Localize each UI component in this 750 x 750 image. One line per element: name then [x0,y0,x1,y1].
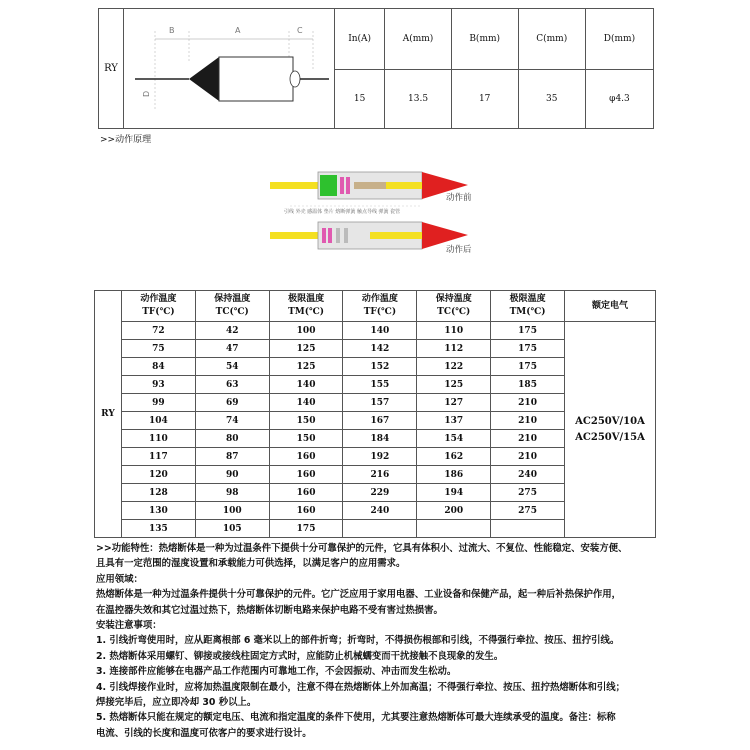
cell: 229 [343,484,417,502]
cell: 140 [269,394,343,412]
col-header: 极限温度 TM(℃) [269,291,343,322]
dim-label-b: B [169,26,175,35]
cell: 117 [122,448,196,466]
caution-title: 安装注意事项： [96,620,162,632]
app-title: 应用领域： [96,573,143,585]
dim-label-a: A [235,26,241,35]
cell: 210 [491,394,565,412]
cell: 216 [343,466,417,484]
col-header: 极限温度 TM(℃) [491,291,565,322]
cell: 125 [269,340,343,358]
cell: 185 [491,376,565,394]
app-line1: 热熔断体是一种为过温条件提供十分可靠保护的元件。它广泛应用于家用电器、工业设备和保健产品，起一种后补热保护作用， [96,589,622,601]
cell: 137 [417,412,491,430]
cell: 135 [122,520,196,538]
cell [417,520,491,538]
cell: 110 [122,430,196,448]
cell: 160 [269,466,343,484]
cell: 154 [417,430,491,448]
cell: 192 [343,448,417,466]
cell: 160 [269,448,343,466]
col-header: 保持温度 TC(℃) [195,291,269,322]
spec-header-b: B(mm) [451,9,518,70]
cell: 175 [269,520,343,538]
fuse-drawing-svg [125,9,333,125]
spec-header-d: D(mm) [585,9,653,70]
cell: 42 [195,322,269,340]
notes-section [96,541,662,741]
cell: 186 [417,466,491,484]
cell: 72 [122,322,196,340]
cell: 125 [417,376,491,394]
before-label: 动作前 [446,193,472,203]
cell: 99 [122,394,196,412]
cell: 142 [343,340,417,358]
spec-value-a: 13.5 [385,70,452,129]
cell: 47 [195,340,269,358]
caution-item: 焊接完毕后，应立即冷却 30 秒以上。 [96,697,257,709]
caution-item: 电流、引线的长度和温度可依客户的要求进行设计。 [96,727,312,739]
cell: 150 [269,412,343,430]
cell: 90 [195,466,269,484]
cell: 175 [491,322,565,340]
cell: 69 [195,394,269,412]
cell: 140 [343,322,417,340]
cell: 127 [417,394,491,412]
cell: 184 [343,430,417,448]
cell [491,520,565,538]
part-labels: 引线 外壳 感温体 垫片 熔断弹簧 触点导线 弹簧 瓷管 [284,209,401,215]
app-line2: 在温控器失效和其它过温过热下，热熔断体切断电路来保护电路不受有害过热损害。 [96,604,443,616]
col-header: 保持温度 TC(℃) [417,291,491,322]
col-header: 动作温度 TF(℃) [343,291,417,322]
cell: 160 [269,484,343,502]
cell: 275 [491,502,565,520]
cell: 54 [195,358,269,376]
caution-item: 3. 连接部件应能够在电器产品工作范围内可靠地工作，不会因振动、冲击而发生松动。 [96,666,457,678]
principle-diagram [270,168,492,256]
cell: 210 [491,430,565,448]
cell: 104 [122,412,196,430]
spec-value-in: 15 [335,70,385,129]
cell: 98 [195,484,269,502]
cell: 100 [195,502,269,520]
after-label: 动作后 [446,245,472,255]
fuse-dimension-drawing [124,9,335,129]
temperature-table [94,290,656,538]
cell: 112 [417,340,491,358]
spec-value-b: 17 [451,70,518,129]
spec-header-in: In(A) [335,9,385,70]
cell: 130 [122,502,196,520]
cell: 160 [269,502,343,520]
cell: 75 [122,340,196,358]
cell: 210 [491,412,565,430]
temp-model: RY [95,291,122,538]
cell: 150 [269,430,343,448]
cell: 84 [122,358,196,376]
cell: 175 [491,358,565,376]
cell: 240 [343,502,417,520]
cell: 87 [195,448,269,466]
caution-item: 2. 热熔断体采用螺钉、铆接或接线柱固定方式时，应能防止机械蠕变而干扰接触不良现象的发生。 [96,650,504,662]
caution-item: 1. 引线折弯使用时，应从距离根部 6 毫米以上的部件折弯；折弯时，不得损伤根部和引线，不得强行牵拉、按压、扭拧引线。 [96,635,620,647]
cell: 125 [269,358,343,376]
spec-value-c: 35 [518,70,585,129]
cell: 157 [343,394,417,412]
cell: 200 [417,502,491,520]
rated-header: 额定电气 [565,291,656,322]
cell: 175 [491,340,565,358]
dim-label-d: D [142,90,151,97]
cell: 240 [491,466,565,484]
caution-item: 4. 引线焊接作业时，应将加热温度限制在最小，注意不得在热熔断体上外加高温；不得强行牵拉、按压、扭拧热熔断体和引线； [96,681,625,693]
cell: 140 [269,376,343,394]
feature-line2: 且具有一定范围的湿度设置和承载能力可供选择，以满足客户的应用需求。 [96,558,406,570]
cell: 162 [417,448,491,466]
cell: 128 [122,484,196,502]
spec-header-c: C(mm) [518,9,585,70]
cell [343,520,417,538]
cell: 74 [195,412,269,430]
principle-title: >>动作原理 [100,135,152,145]
cell: 120 [122,466,196,484]
cell: 152 [343,358,417,376]
cell: 100 [269,322,343,340]
caution-item: 5. 热熔断体只能在规定的额定电压、电流和指定温度的条件下使用，尤其要注意热熔断体可最大连续承受的温度。备注：标称 [96,712,616,724]
cell: 122 [417,358,491,376]
spec-model: RY [99,9,124,129]
spec-header-a: A(mm) [385,9,452,70]
cell: 167 [343,412,417,430]
spec-table [98,8,654,129]
cell: 275 [491,484,565,502]
cell: 110 [417,322,491,340]
cell: 105 [195,520,269,538]
cell: 63 [195,376,269,394]
cell: 93 [122,376,196,394]
cell: 80 [195,430,269,448]
cell: 194 [417,484,491,502]
dim-label-c: C [297,26,303,35]
cell: 155 [343,376,417,394]
feature-intro: >>功能特性：热熔断体是一种为过温条件下提供十分可靠保护的元件，它具有体积小、过流大、不复位、性能稳定、安装方便、 [96,543,628,554]
cell: 210 [491,448,565,466]
col-header: 动作温度 TF(℃) [122,291,196,322]
rated-values: AC250V/10A AC250V/15A [565,322,656,538]
principle-diagram-svg [270,168,492,256]
spec-value-d: φ4.3 [585,70,653,129]
